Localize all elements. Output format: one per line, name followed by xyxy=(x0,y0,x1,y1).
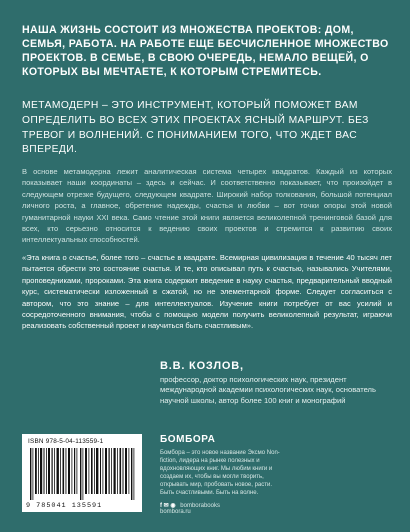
publisher-site[interactable]: bombora.ru xyxy=(160,508,191,515)
publisher-socials xyxy=(160,502,400,515)
description-paragraph: В основе метамодерна лежит аналитическая система четырех квадратов. Каждый из которых показывает наши координаты – здесь и сейчас. И соответственно показывает, что произойдет в следующем отрезке будущего, следующем квадрате. Широкий набор толкования, большой потенциал личного роста, а главное, обретение надежды, счастья и любви – вот точки опоры этой новой гуманитарной науки XXI века. Само чтение этой книги является великолепной тренинговой базой для всех, кто серьезно относится к ведению своих проектов и стремится к развитию своих интеллектуальных способностей. xyxy=(22,167,392,245)
social-icons: f ✉ ◉ xyxy=(160,502,176,509)
isbn-text: ISBN 978-5-04-113559-1 xyxy=(28,438,104,445)
publisher-logo: БОМБОРА xyxy=(160,434,216,445)
barcode-digits: 9 785041 135591 xyxy=(26,502,103,510)
metamodern-paragraph: МЕТАМОДЕРН – ЭТО ИНСТРУМЕНТ, КОТОРЫЙ ПОМОЖЕТ ВАМ ОПРЕДЕЛИТЬ ВО ВСЕХ ЭТИХ ПРОЕКТАХ ЯСНЫЙ МАРШРУТ. БЕЗ ТРЕВОГ И ВОЛНЕНИЙ. С ПОНИМАНИЕМ ТОГО, ЧТО ЖДЕТ ВАС ВПЕРЕДИ. xyxy=(22,100,369,156)
review-quote: «Эта книга о счастье, более того – счастье в квадрате. Всемирная цивилизация в течение 40 тысяч лет пытается обрести это состояние счастья. И те, кто описывал путь к счастью, назывались Учителями, проповедниками, пророками. Эта книга содержит введение в науку счастья, предварительный вводный курс, систематически изложенный в сжатой, но не элементарной форме. Следует согласиться с автором, что это знание – для интеллектуалов. Изучение книги потребует от вас усилий и сосредоточенного внимания, чтобы с помощью модели получить великолепный результат, играючи реализовать собственный проект и научиться быть счастливым». xyxy=(22,253,392,331)
author-credentials: профессор, доктор психологических наук, президент международной академии психологических наук, основатель научной школы, автор более 100 книг и монографий xyxy=(160,375,376,405)
barcode-bars-icon xyxy=(28,448,136,500)
publisher-block xyxy=(160,434,400,515)
social-handle[interactable]: bomborabooks xyxy=(180,502,220,509)
author-block xyxy=(160,360,400,406)
author-name: В.В. КОЗЛОВ, xyxy=(160,360,244,372)
publisher-description: Бомбора – это новое название Эксмо Non-fiction, лидера на рынке полезных и вдохновляющих книг. Мы любим книги и создаем их, чтобы вы могли творить, открывать мир, пробовать новое, расти. Быть счастливыми. Быть на волне. xyxy=(160,450,280,497)
lead-paragraph: НАША ЖИЗНЬ СОСТОИТ ИЗ МНОЖЕСТВА ПРОЕКТОВ: ДОМ, СЕМЬЯ, РАБОТА. НА РАБОТЕ ЕЩЕ БЕСЧИСЛЕННОЕ МНОЖЕСТВО ПРОЕКТОВ. В СЕМЬЕ, В СВОЮ ОЧЕРЕДЬ, НЕМАЛО ВЕЩЕЙ, О КОТОРЫХ ВЫ МЕЧТАЕТЕ, К КОТОРЫМ СТРЕМИТЕСЬ. xyxy=(22,24,389,78)
barcode xyxy=(22,434,142,512)
